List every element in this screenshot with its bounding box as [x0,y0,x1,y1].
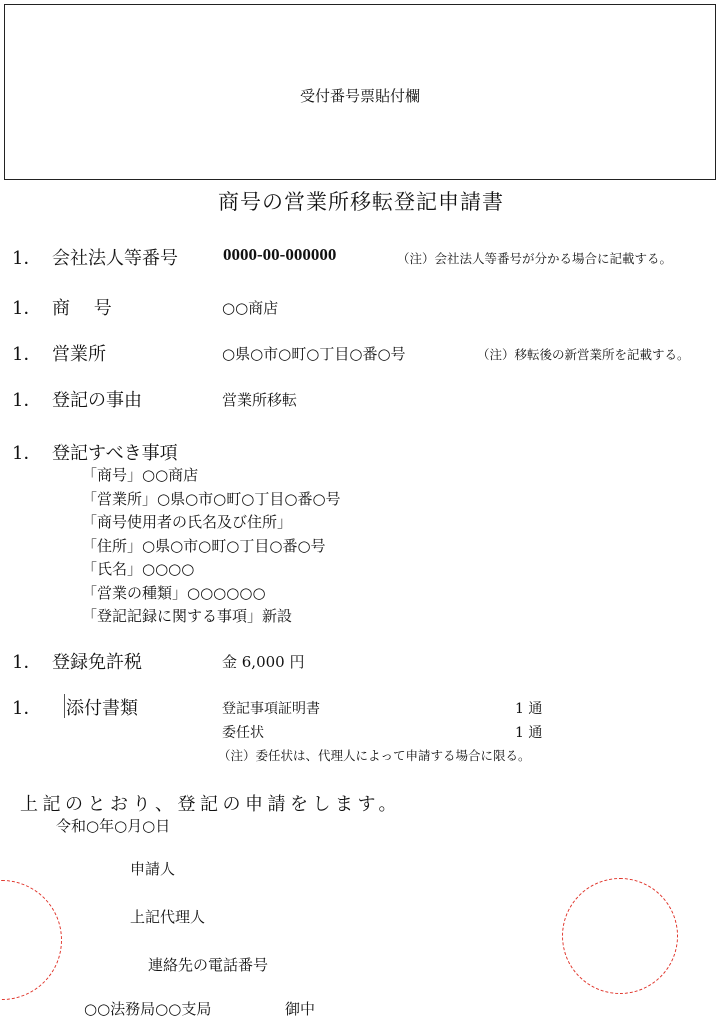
corp-number-label: 会社法人等番号 [52,248,178,269]
attachment-doc-name: 登記事項証明書 [222,701,320,717]
seal-placeholder-circle [562,878,678,994]
matters-line: 「営業所」○県○市○町○丁目○番○号 [82,489,341,508]
item-marker: 1． [12,698,42,719]
matters-label: 登記すべき事項 [52,443,178,464]
item-marker: 1． [12,652,42,673]
item-marker: 1． [12,298,42,319]
item-marker: 1． [12,248,42,269]
tax-value: 金 6,000 円 [222,653,305,671]
office-label: 営業所 [52,344,106,365]
document-title: 商号の営業所移転登記申請書 [218,190,504,214]
corp-number-value: 0000-00-000000 [223,245,337,264]
item-marker: 1． [12,344,42,365]
attachment-doc-count: 1 通 [515,725,543,741]
matters-line: 「商号使用者の氏名及び住所」 [82,513,293,531]
attachment-doc-count: 1 通 [515,701,543,717]
trade-name-value: ○○商店 [222,299,279,317]
item-marker: 1． [12,443,42,464]
matters-line: 「住所」○県○市○町○丁目○番○号 [82,536,326,555]
application-date: 令和○年○月○日 [56,817,171,835]
phone-label: 連絡先の電話番号 [148,956,269,974]
office-note: （注）移転後の新営業所を記載する。 [477,347,690,362]
receipt-number-box-label: 受付番号票貼付欄 [299,87,420,105]
item-marker: 1． [12,390,42,411]
receipt-number-box [4,4,716,180]
tax-label: 登録免許税 [52,652,142,673]
text-cursor [64,694,65,718]
seal-placeholder-circle [0,880,62,1000]
reason-label: 登記の事由 [52,390,142,411]
attachments-label: 添付書類 [66,698,138,719]
matters-line: 「氏名」○○○○ [82,560,195,578]
attachment-doc-name: 委任状 [222,725,264,741]
addressee-office: ○○法務局○○支局 [84,1000,212,1018]
matters-line: 「登記記録に関する事項」新設 [82,607,293,625]
attachments-note: （注）委任状は、代理人によって申請する場合に限る。 [218,748,531,763]
closing-statement: 上記のとおり、登記の申請をします。 [20,794,402,815]
matters-line: 「営業の種類」○○○○○○ [82,583,266,602]
agent-label: 上記代理人 [130,908,206,926]
matters-line: 「商号」○○商店 [82,466,199,484]
corp-number-note: （注）会社法人等番号が分かる場合に記載する。 [397,251,673,266]
trade-name-label: 商 号 [52,298,112,319]
matters-list [82,464,341,629]
office-value: ○県○市○町○丁目○番○号 [222,345,406,363]
reason-value: 営業所移転 [222,391,298,409]
addressee-honorific: 御中 [285,1000,316,1018]
applicant-label: 申請人 [130,860,176,878]
